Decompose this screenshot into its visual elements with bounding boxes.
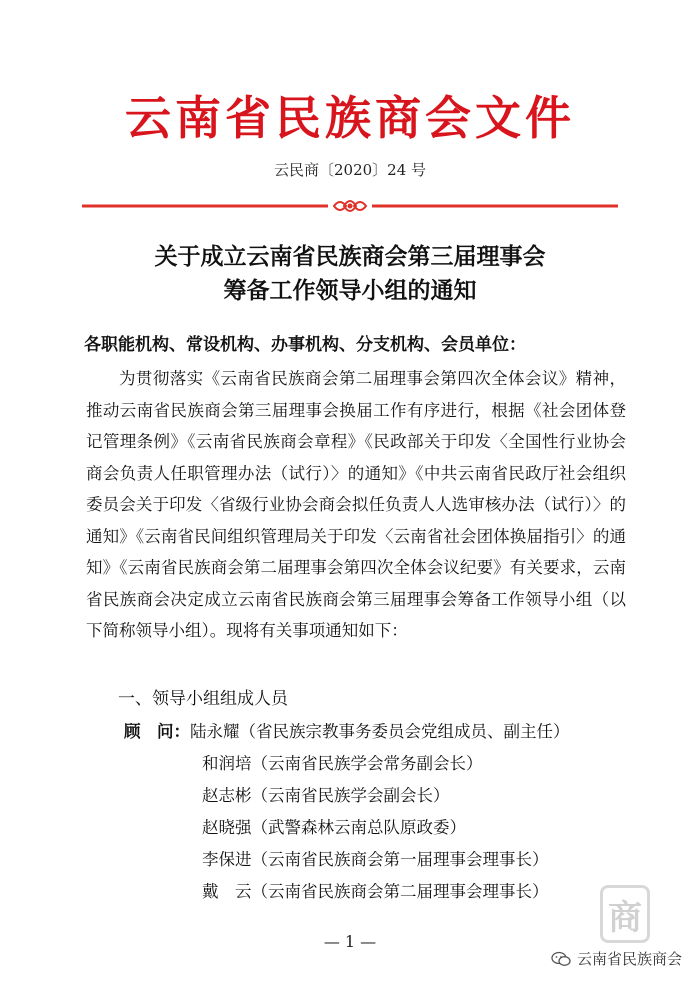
watermark-logo [600,885,650,943]
body-paragraph: 为贯彻落实《云南省民族商会第二届理事会第四次全体会议》精神，推动云南省民族商会第三届理事会换届工作有序进行，根据《社会团体登记管理条例》《云南省民族商会章程》《民政部关于印发〈全国性行业协会商会负责人任职管理办法（试行）〉的通知》《中共云南省民政厅社会组织委员会关于印发〈省级行业协会商会拟任负责人人选审核办法（试行）〉的通知》《云南省民间组织管理局关于印发〈云南省社会团体换届指引〉的通知》《云南省民族商会第二届理事会第四次全体会议纪要》有关要求，云南省民族商会决定成立云南省民族商会第三届理事会筹备工作领导小组（以下简称领导小组）。现将有关事项通知如下： [86,369,626,640]
member-name: 赵志彬 [202,786,252,805]
salutation: 各职能机构、常设机构、办事机构、分支机构、会员单位： [84,335,526,355]
red-divider-ornament [82,198,618,214]
wechat-icon [551,951,571,967]
member-position: （武警森林云南总队原政委） [251,818,466,837]
role-label: 顾 问： [124,722,190,741]
member-position: （省民族宗教事务委员会党组成员、副主任） [239,722,570,741]
notice-title-line1: 关于成立云南省民族商会第三届理事会 [154,243,546,270]
member-position: （云南省民族商会第二届理事会理事长） [251,882,549,901]
member-row [202,846,549,870]
wechat-source-label[interactable] [551,948,682,969]
section-heading: 一、领导小组组成人员 [118,689,288,709]
wechat-source-text: 云南省民族商会 [576,950,682,968]
page-number: — 1 — [323,932,377,951]
member-name: 陆永耀 [190,722,240,741]
notice-title [0,240,700,308]
member-position: （云南省民族商会第一届理事会理事长） [251,850,549,869]
document-header-title: 云南省民族商会文件 [125,91,575,145]
member-name: 李保进 [202,850,252,869]
member-position: （云南省民族学会常务副会长） [251,754,483,773]
member-row [124,718,570,742]
member-row [202,878,549,902]
member-row [202,750,483,774]
document-number: 云民商〔2020〕24 号 [273,161,427,179]
member-row [202,782,450,806]
notice-title-line2: 筹备工作领导小组的通知 [223,277,477,304]
watermark-logo-char: 商 [608,897,642,938]
member-name: 和润培 [202,754,252,773]
member-name: 戴 云 [202,882,252,901]
member-position: （云南省民族学会副会长） [251,786,450,805]
member-name: 赵晓强 [202,818,252,837]
member-row [202,814,466,838]
